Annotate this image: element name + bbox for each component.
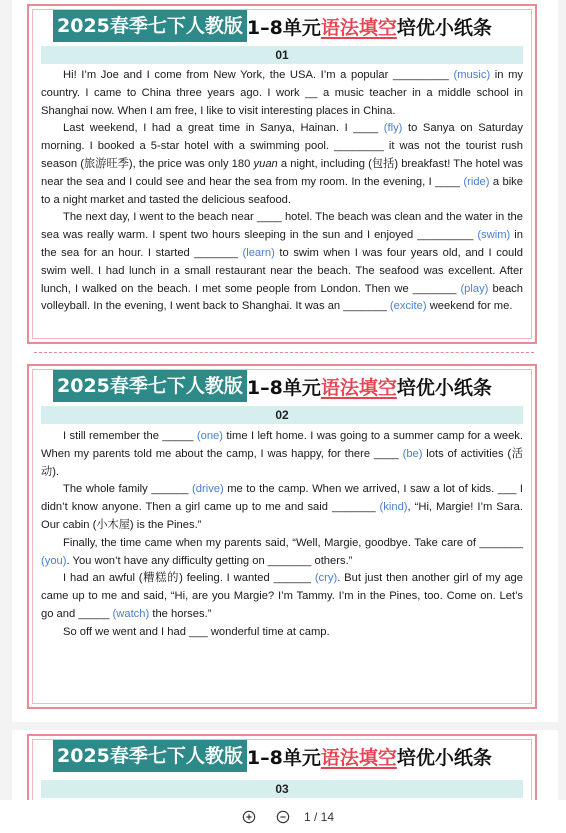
passage-text-run: me to the camp. When we arrived, I saw a lot of kids. ___ I didn’t know anyone. Then a girl came up to me and said _______ [41, 483, 523, 514]
card-number: 02 [41, 406, 523, 424]
word-hint: (music) [453, 69, 491, 81]
card-number: 03 [41, 780, 523, 798]
passage-text-run: The next day, I went to the beach near ____ hotel. The beach was clean and the water in the sea was really warm. I spent two hours sleeping in the sun and I enjoyed _________ [41, 211, 523, 242]
pdf-page-2 [12, 730, 558, 800]
passage-text-run: in the sea for an hour. I started _______ [41, 229, 523, 259]
word-hint: (be) [402, 447, 423, 460]
total-pages: 14 [320, 809, 335, 824]
passage-text-run: The whole family ______ [63, 483, 193, 496]
passage-paragraph [41, 624, 523, 642]
zoom-out-icon [276, 810, 290, 824]
passage-text-run: I still remember the _____ [63, 430, 197, 442]
passage-text-run: to swim when I was four years old, and I could swim well. I had lunch in a small restaurant near the beach. The seafood was excellent. After lunch, I walked on the beach. I met some people from London. Then we _______ [41, 246, 523, 295]
passage-text-run: . But just then another girl of my age came up to me and said, “Hi, are you Margie? I’m Tammy. I’m in the Pines, too. Come on. Let’s go and _____ [41, 572, 523, 620]
card-title: 2025春季七下人教版 1–8单元 语法填空 培优小纸条 [53, 370, 492, 402]
passage-text [41, 428, 523, 642]
word-hint: (ride) [463, 175, 490, 188]
zoom-out-button[interactable] [272, 806, 294, 828]
passage-text [41, 67, 523, 316]
cut-line [34, 352, 534, 353]
passage-paragraph [41, 209, 523, 316]
passage-text-run: Hi! I’m Joe and I come from New York, the USA. I’m a popular _________ [63, 69, 454, 81]
zoom-in-button[interactable] [238, 806, 260, 828]
passage-text-run: lots of activities (活动). [41, 447, 523, 478]
passage-text-run: I had an awful (糟糕的) feeling. I wanted ______ [63, 572, 315, 585]
passage-text-run: , “Hi, Margie! I’m Sara. Our cabin (小木屋) is the Pines.” [41, 501, 523, 531]
passage-text-run: Finally, the time came when my parents said, “Well, Margie, goodbye. Take care of _______ [63, 536, 523, 549]
current-page: 1 [303, 809, 311, 824]
word-hint: (learn) [242, 246, 275, 259]
passage-paragraph [41, 570, 523, 623]
card-title: 2025春季七下人教版 1–8单元 语法填空 培优小纸条 [53, 10, 492, 42]
worksheet-card-03 [27, 734, 537, 800]
word-hint: (drive) [192, 483, 224, 496]
passage-text-run: time I left home. I was going to a summer camp for a week. When my parents told me about the camp, I was happy, for there ____ [41, 430, 523, 460]
passage-text-run: . You won’t have any difficulty getting on _______ others.” [66, 554, 353, 567]
word-hint: (watch) [112, 607, 150, 620]
word-hint: (fly) [383, 122, 403, 135]
passage-text-run: Last weekend, I had a great time in Sanya, Hainan. I ____ [63, 122, 384, 135]
worksheet-card-01 [27, 4, 537, 344]
worksheet-card-02 [27, 364, 537, 709]
word-hint: (kind) [379, 501, 408, 514]
passage-text-run: in my country. I came to China three years ago. I work __ a music teacher in a middle school in Shanghai now. When I am free, I like to visit interesting places in China. [41, 69, 523, 117]
passage-text-run: beach volleyball. In the evening, I went back to Shanghai. It was an _______ [41, 282, 523, 313]
passage-text-run: So off we went and I had ___ wonderful time at camp. [63, 625, 330, 638]
passage-text-run: weekend for me. [426, 300, 513, 313]
page-indicator: 1 / 14 [303, 809, 335, 824]
passage-text-run: yuan [253, 157, 278, 170]
word-hint: (one) [196, 430, 224, 442]
card-title: 2025春季七下人教版 1–8单元 语法填空 培优小纸条 [53, 740, 492, 772]
passage-paragraph [41, 428, 523, 481]
viewer-toolbar [0, 800, 566, 833]
card-number: 01 [41, 46, 523, 64]
word-hint: (swim) [477, 229, 511, 242]
passage-text-run: a night, including (包括) breakfast! The hotel was near the sea and I could see and hear the sea from my room. In the evening, I ____ [41, 157, 523, 188]
zoom-in-icon [242, 810, 256, 824]
pdf-page-1 [12, 0, 558, 722]
passage-text-run: to Sanya on Saturday morning. I booked a 5-star hotel with a swimming pool. ________ it was not the tourist rush season (旅游旺季), the price was only 180 [41, 122, 523, 170]
word-hint: (excite) [389, 300, 427, 313]
word-hint: (you) [41, 554, 67, 567]
passage-paragraph [41, 67, 523, 120]
word-hint: (play) [460, 282, 489, 295]
word-hint: (cry) [314, 572, 338, 585]
passage-paragraph [41, 535, 523, 571]
passage-paragraph [41, 481, 523, 534]
passage-text-run: the horses.” [149, 607, 212, 620]
passage-text-run: a bike to a night market and tasted the delicious seafood. [41, 175, 523, 206]
passage-paragraph [41, 120, 523, 209]
